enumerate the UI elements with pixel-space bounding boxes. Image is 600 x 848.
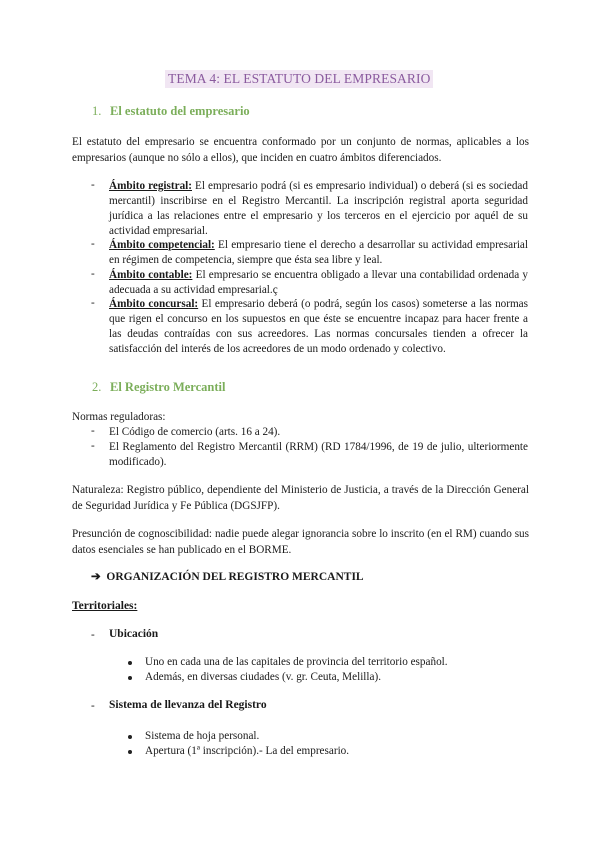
normas-label: Normas reguladoras: xyxy=(72,411,166,423)
ambito-text: El empresario podrá (si es empresario individual) o deberá (si es sociedad mercantil) inscribirse en el Registro Mercantil. La inscripción registral aporta seguridad jurídica a las relaciones entre el empresario y los terceros en el ejercicio por aquél de su actividad empresarial. xyxy=(109,180,528,237)
llevanza-item: Sistema de hoja personal. xyxy=(145,730,260,742)
organizacion-heading xyxy=(91,569,364,583)
norma-item: El Código de comercio (arts. 16 a 24). xyxy=(109,426,281,438)
ambito-concursal xyxy=(109,297,528,357)
ambito-term: Ámbito contable: xyxy=(109,269,193,281)
ambito-term: Ámbito concursal: xyxy=(109,298,199,310)
section-number: 1. xyxy=(92,104,102,118)
section-number: 2. xyxy=(92,380,102,394)
arrow-icon: ➔ xyxy=(91,571,101,583)
territoriales-heading: Territoriales: xyxy=(72,600,138,612)
llevanza-heading: Sistema de llevanza del Registro xyxy=(109,699,267,711)
norma-item: El Reglamento del Registro Mercantil (RRM) (RD 1784/1996, de 19 de julio, ulteriormente modificado). xyxy=(109,441,528,468)
section-heading-2 xyxy=(92,380,226,395)
dash-marker: - xyxy=(91,238,95,250)
ambito-competencial xyxy=(109,238,528,268)
section-label: El Registro Mercantil xyxy=(110,380,226,394)
dash-marker: - xyxy=(91,297,95,309)
ambito-registral xyxy=(109,179,528,239)
presuncion-paragraph: Presunción de cognoscibilidad: nadie puede alegar ignorancia sobre lo inscrito (en el RM) cuando sus datos esenciales se han publicado en el BORME. xyxy=(72,528,529,556)
naturaleza-paragraph: Naturaleza: Registro público, dependiente del Ministerio de Justicia, a través de la Dirección General de Seguridad Jurídica y Fe Pública (DGSJFP). xyxy=(72,484,529,512)
llevanza-item: Apertura (1ª inscripción).- La del empresario. xyxy=(145,745,350,757)
dash-marker: - xyxy=(91,268,95,280)
dash-marker: - xyxy=(91,440,95,452)
ambito-term: Ámbito registral: xyxy=(109,180,192,192)
bullet-icon xyxy=(128,750,132,754)
section-label: El estatuto del empresario xyxy=(110,104,250,118)
ubicacion-item: Además, en diversas ciudades (v. gr. Ceuta, Melilla). xyxy=(145,671,382,683)
intro-paragraph: El estatuto del empresario se encuentra conformado por un conjunto de normas, aplicables a los empresarios (aunque no sólo a ellos), que inciden en cuatro ámbitos diferenciados. xyxy=(72,136,529,164)
ubicacion-heading: Ubicación xyxy=(109,628,159,640)
bullet-icon xyxy=(128,661,132,665)
ambito-text: El empresario tiene el derecho a desarrollar su actividad empresarial en régimen de competencia, siempre que ésta sea libre y leal. xyxy=(109,239,528,266)
ambito-text: El empresario se encuentra obligado a llevar una contabilidad ordenada y adecuada a su actividad empresarial.ç xyxy=(109,269,528,296)
dash-marker: - xyxy=(91,700,95,712)
page-title: TEMA 4: EL ESTATUTO DEL EMPRESARIO xyxy=(165,70,433,88)
dash-marker: - xyxy=(91,179,95,191)
section-heading-1 xyxy=(92,104,250,119)
ubicacion-item: Uno en cada una de las capitales de provincia del territorio español. xyxy=(145,656,448,668)
dash-marker: - xyxy=(91,425,95,437)
organizacion-label: ORGANIZACIÓN DEL REGISTRO MERCANTIL xyxy=(106,571,364,583)
bullet-icon xyxy=(128,676,132,680)
ambito-contable xyxy=(109,268,528,298)
bullet-icon xyxy=(128,735,132,739)
ambito-term: Ámbito competencial: xyxy=(109,239,215,251)
dash-marker: - xyxy=(91,629,95,641)
ambito-text: El empresario deberá (o podrá, según los casos) someterse a las normas que rigen el concurso en los supuestos en que éste se encuentre incapaz para hacer frente a las deudas contraídas con sus acreedores. Las normas concursales tienden a ofrecer la satisfacción del interés de los acreedores de un modo ordenado y colectivo. xyxy=(109,298,529,355)
